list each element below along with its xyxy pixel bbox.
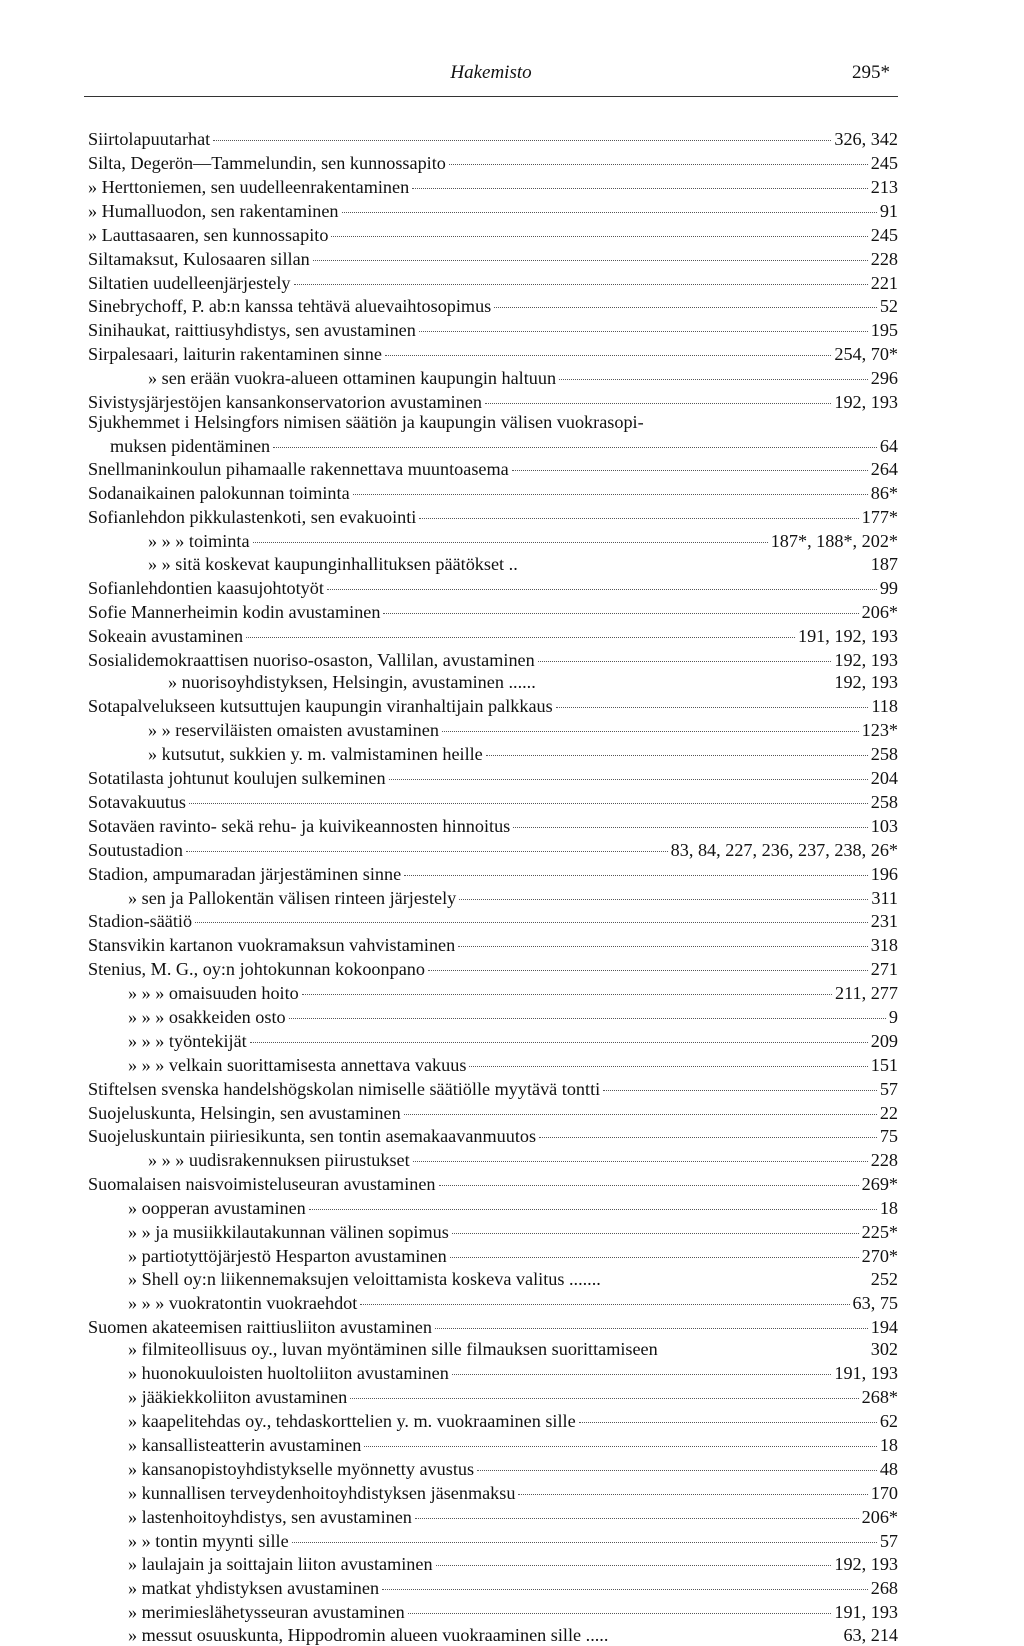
entry-pages: 209 bbox=[870, 1030, 898, 1051]
page-header bbox=[84, 62, 898, 97]
dot-leader bbox=[412, 170, 868, 189]
dot-leader bbox=[458, 928, 867, 947]
entry-pages: 228 bbox=[870, 1150, 898, 1171]
entry-pages: 195 bbox=[870, 320, 898, 341]
entry-pages: 196 bbox=[870, 863, 898, 884]
entry-pages: 231 bbox=[870, 911, 898, 932]
dot-leader bbox=[579, 1404, 877, 1423]
dot-leader bbox=[513, 809, 867, 828]
entry-text: » jääkiekkoliiton avustaminen bbox=[128, 1387, 348, 1408]
dot-leader bbox=[342, 194, 877, 213]
entry-pages: 151 bbox=[870, 1054, 898, 1075]
entry-pages: 206* bbox=[861, 1506, 898, 1527]
entry-text: » lastenhoitoyhdistys, sen avustaminen bbox=[128, 1506, 412, 1527]
entry-text: » » » uudisrakennuksen piirustukset bbox=[148, 1150, 410, 1171]
entry-text: Snellmaninkoulun pihamaalle rakennettava muuntoasema bbox=[88, 459, 509, 480]
dot-leader bbox=[415, 1499, 859, 1518]
entry-text: Suojeluskunta, Helsingin, sen avustaminen bbox=[88, 1102, 401, 1123]
entry-pages: 75 bbox=[879, 1126, 898, 1147]
dot-leader bbox=[419, 313, 868, 332]
entry-text: » » reserviläisten omaisten avustaminen bbox=[148, 720, 439, 741]
dot-leader bbox=[186, 833, 668, 852]
entry-text: Sivistysjärjestöjen kansankonservatorion avustaminen bbox=[88, 391, 482, 412]
entry-pages: 191, 192, 193 bbox=[797, 625, 898, 646]
dot-leader bbox=[604, 1267, 868, 1285]
dot-leader bbox=[611, 1623, 840, 1641]
entry-text: » oopperan avustaminen bbox=[128, 1198, 306, 1219]
dot-leader bbox=[292, 1523, 877, 1542]
dot-leader bbox=[450, 1239, 859, 1258]
entry-pages: 194 bbox=[870, 1316, 898, 1337]
entry-text: Sotaväen ravinto- sekä rehu- ja kuivikeannosten hinnoitus bbox=[88, 815, 511, 836]
entry-pages: 64 bbox=[879, 435, 898, 456]
dot-leader bbox=[385, 337, 831, 356]
entry-pages: 318 bbox=[870, 935, 898, 956]
dot-leader bbox=[331, 218, 867, 237]
dot-leader bbox=[350, 1380, 858, 1399]
entry-pages: 48 bbox=[879, 1458, 898, 1479]
index-entry bbox=[88, 528, 898, 552]
dot-leader bbox=[435, 1309, 868, 1328]
page-title: Hakemisto bbox=[450, 62, 532, 83]
dot-leader bbox=[195, 904, 868, 923]
index-entry bbox=[88, 1243, 898, 1267]
entry-text: » kutsutut, sukkien y. m. valmistaminen heille bbox=[148, 744, 483, 765]
dot-leader bbox=[518, 1476, 867, 1495]
entry-text: » merimieslähetysseuran avustaminen bbox=[128, 1602, 405, 1623]
entry-pages: 9 bbox=[888, 1006, 898, 1027]
entry-text: Stansvikin kartanon vuokramaksun vahvistaminen bbox=[88, 935, 456, 956]
entry-text: Sokeain avustaminen bbox=[88, 625, 244, 646]
index-entry bbox=[88, 646, 898, 670]
entry-text: » Lauttasaaren, sen kunnossapito bbox=[88, 224, 329, 245]
dot-leader bbox=[294, 265, 868, 284]
entry-pages: 52 bbox=[879, 296, 898, 317]
entry-pages: 254, 70* bbox=[834, 344, 898, 365]
index-entry bbox=[88, 413, 898, 457]
entry-text: Silta, Degerön—Tammelundin, sen kunnossapito bbox=[88, 153, 446, 174]
dot-leader bbox=[556, 689, 869, 708]
dot-leader bbox=[408, 1595, 832, 1614]
dot-leader bbox=[512, 452, 868, 471]
entry-pages: 245 bbox=[870, 224, 898, 245]
dot-leader bbox=[189, 785, 868, 804]
dot-leader bbox=[459, 880, 868, 899]
entry-pages: 211, 277 bbox=[835, 983, 898, 1004]
entry-text: Sotatilasta johtunut koulujen sulkeminen bbox=[88, 768, 386, 789]
dot-leader bbox=[404, 1095, 877, 1114]
entry-text: Stenius, M. G., oy:n johtokunnan kokoonpano bbox=[88, 959, 425, 980]
entry-pages: 206* bbox=[861, 601, 898, 622]
entry-pages: 326, 342 bbox=[834, 129, 898, 150]
dot-leader bbox=[521, 552, 868, 570]
entry-text: » huonokuuloisten huoltoliiton avustaminen bbox=[128, 1363, 449, 1384]
entry-pages: 268 bbox=[870, 1578, 898, 1599]
dot-leader bbox=[449, 146, 868, 165]
dot-leader bbox=[439, 1167, 859, 1186]
entry-pages: 118 bbox=[871, 696, 898, 717]
entry-text: » kunnallisen terveydenhoitoyhdistyksen jäsenmaksu bbox=[128, 1482, 516, 1503]
dot-leader bbox=[327, 571, 877, 590]
entry-pages: 271 bbox=[870, 959, 898, 980]
entry-text: » sen ja Pallokentän välisen rinteen järjestely bbox=[128, 887, 457, 908]
dot-leader bbox=[413, 1143, 868, 1162]
dot-leader bbox=[302, 976, 832, 995]
dot-leader bbox=[309, 1191, 877, 1210]
entry-text: Sinihaukat, raittiusyhdistys, sen avustaminen bbox=[88, 320, 416, 341]
dot-leader bbox=[442, 713, 859, 732]
entry-text: » matkat yhdistyksen avustaminen bbox=[128, 1578, 380, 1599]
dot-leader bbox=[246, 619, 795, 638]
entry-pages: 91 bbox=[879, 200, 898, 221]
entry-pages: 187*, 188*, 202* bbox=[770, 531, 898, 552]
entry-text: » nuorisoyhdistyksen, Helsingin, avustaminen ...... bbox=[168, 672, 536, 693]
entry-pages: 270* bbox=[861, 1245, 898, 1266]
entry-pages: 302 bbox=[870, 1339, 898, 1360]
entry-text: Suomalaisen naisvoimisteluseuran avustaminen bbox=[88, 1174, 436, 1195]
dot-leader bbox=[383, 595, 858, 614]
dot-leader bbox=[486, 737, 868, 756]
entry-text: » » ja musiikkilautakunnan välinen sopimus bbox=[128, 1221, 449, 1242]
entry-text: » messut osuuskunta, Hippodromin alueen vuokraaminen sille ..... bbox=[128, 1625, 609, 1646]
page-number: 295* bbox=[852, 62, 890, 83]
entry-pages: 221 bbox=[870, 272, 898, 293]
entry-text: Suomen akateemisen raittiusliiton avustaminen bbox=[88, 1316, 432, 1337]
entry-pages: 83, 84, 227, 236, 237, 238, 26* bbox=[670, 839, 898, 860]
entry-pages: 252 bbox=[870, 1268, 898, 1289]
dot-leader bbox=[485, 385, 831, 404]
entry-pages: 264 bbox=[870, 459, 898, 480]
dot-leader bbox=[428, 952, 868, 971]
entry-text: » » » velkain suorittamisesta annettava vakuus bbox=[128, 1054, 467, 1075]
entry-pages: 22 bbox=[879, 1102, 898, 1123]
entry-pages: 103 bbox=[870, 815, 898, 836]
entry-pages: 187 bbox=[870, 554, 898, 575]
entry-pages: 18 bbox=[879, 1198, 898, 1219]
entry-pages: 311 bbox=[871, 887, 898, 908]
entry-pages: 296 bbox=[870, 368, 898, 389]
entry-pages: 268* bbox=[861, 1387, 898, 1408]
entry-text: Sofianlehdontien kaasujohtotyöt bbox=[88, 577, 324, 598]
entry-pages: 228 bbox=[870, 248, 898, 269]
entry-text: Sodanaikainen palokunnan toiminta bbox=[88, 483, 350, 504]
dot-leader bbox=[382, 1571, 868, 1590]
entry-text: » » » osakkeiden osto bbox=[128, 1006, 286, 1027]
entry-continuation: muksen pidentäminen bbox=[110, 435, 271, 456]
entry-text: » kansanopistoyhdistykselle myönnetty avustus bbox=[128, 1458, 475, 1479]
entry-text: Siltatien uudelleenjärjestely bbox=[88, 272, 291, 293]
index-entry bbox=[88, 1623, 898, 1646]
entry-text: » Herttoniemen, sen uudelleenrakentaminen bbox=[88, 176, 410, 197]
entry-text: Sotavakuutus bbox=[88, 791, 187, 812]
entry-pages: 192, 193 bbox=[834, 391, 898, 412]
entry-pages: 258 bbox=[870, 791, 898, 812]
entry-text: » » » omaisuuden hoito bbox=[128, 983, 299, 1004]
entry-text: Sjukhemmet i Helsingfors nimisen säätiön ja kaupungin välisen vuokrasopi- bbox=[88, 411, 644, 432]
entry-pages: 63, 214 bbox=[843, 1625, 898, 1646]
entry-pages: 192, 193 bbox=[834, 1554, 898, 1575]
entry-text: Soutustadion bbox=[88, 839, 183, 860]
entry-text: Stadion, ampumaradan järjestäminen sinne bbox=[88, 863, 402, 884]
index-entries bbox=[88, 126, 898, 1646]
entry-pages: 86* bbox=[870, 483, 898, 504]
entry-pages: 258 bbox=[870, 744, 898, 765]
index-entry bbox=[88, 1599, 898, 1623]
dot-leader bbox=[436, 1547, 832, 1566]
entry-pages: 62 bbox=[879, 1411, 898, 1432]
entry-text: » » sitä koskevat kaupunginhallituksen päätökset .. bbox=[148, 554, 518, 575]
entry-pages: 245 bbox=[870, 153, 898, 174]
entry-text: » partiotyttöjärjestö Hesparton avustaminen bbox=[128, 1245, 447, 1266]
index-entry bbox=[88, 1313, 898, 1337]
dot-leader bbox=[661, 1337, 868, 1355]
entry-pages: 57 bbox=[879, 1078, 898, 1099]
entry-text: » kaapelitehdas oy., tehdaskorttelien y. m. vuokraaminen sille bbox=[128, 1411, 576, 1432]
dot-leader bbox=[360, 1285, 849, 1304]
entry-text: » » tontin myynti sille bbox=[128, 1530, 289, 1551]
entry-pages: 213 bbox=[870, 176, 898, 197]
entry-text: Siltamaksut, Kulosaaren sillan bbox=[88, 248, 310, 269]
dot-leader bbox=[289, 1000, 886, 1019]
dot-leader bbox=[389, 761, 868, 780]
entry-pages: 18 bbox=[879, 1434, 898, 1455]
dot-leader bbox=[559, 361, 868, 380]
dot-leader bbox=[469, 1048, 867, 1067]
entry-text: » Shell oy:n liikennemaksujen veloittamista koskeva valitus ....... bbox=[128, 1268, 601, 1289]
entry-text: Sotapalvelukseen kutsuttujen kaupungin viranhaltijain palkkaus bbox=[88, 696, 553, 717]
dot-leader bbox=[603, 1071, 877, 1090]
dot-leader bbox=[253, 524, 768, 543]
entry-text: » » » toiminta bbox=[148, 531, 250, 552]
entry-text: » filmiteollisuus oy., luvan myöntäminen sille filmauksen suorittamiseen bbox=[128, 1339, 658, 1360]
dot-leader bbox=[452, 1215, 859, 1234]
entry-text: Suojeluskuntain piiriesikunta, sen tontin asemakaavanmuutos bbox=[88, 1126, 537, 1147]
entry-pages: 269* bbox=[861, 1174, 898, 1195]
entry-text: Sinebrychoff, P. ab:n kanssa tehtävä aluevaihtosopimus bbox=[88, 296, 492, 317]
dot-leader bbox=[539, 670, 832, 688]
dot-leader bbox=[273, 428, 877, 447]
entry-pages: 177* bbox=[861, 507, 898, 528]
dot-leader bbox=[477, 1452, 877, 1471]
entry-text: » kansallisteatterin avustaminen bbox=[128, 1434, 362, 1455]
entry-pages: 192, 193 bbox=[834, 649, 898, 670]
dot-leader bbox=[213, 122, 831, 141]
entry-pages: 225* bbox=[861, 1221, 898, 1242]
entry-text: Sirpalesaari, laiturin rakentaminen sinne bbox=[88, 344, 382, 365]
dot-leader bbox=[353, 476, 868, 495]
dot-leader bbox=[538, 642, 832, 661]
entry-text: Stiftelsen svenska handelshögskolan nimiselle säätiölle myytävä tontti bbox=[88, 1078, 601, 1099]
entry-pages: 204 bbox=[870, 768, 898, 789]
dot-leader bbox=[404, 856, 868, 875]
dot-leader bbox=[419, 500, 858, 519]
dot-leader bbox=[452, 1356, 832, 1375]
entry-text: Sofie Mannerheimin kodin avustaminen bbox=[88, 601, 381, 622]
entry-pages: 99 bbox=[879, 577, 898, 598]
entry-pages: 170 bbox=[870, 1482, 898, 1503]
dot-leader bbox=[250, 1024, 868, 1043]
entry-text: » Humalluodon, sen rakentaminen bbox=[88, 200, 339, 221]
entry-pages: 191, 193 bbox=[834, 1363, 898, 1384]
entry-pages: 57 bbox=[879, 1530, 898, 1551]
entry-text: » laulajain ja soittajain liiton avustaminen bbox=[128, 1554, 433, 1575]
entry-text: Stadion-säätiö bbox=[88, 911, 193, 932]
entry-pages: 191, 193 bbox=[834, 1602, 898, 1623]
entry-pages: 123* bbox=[861, 720, 898, 741]
entry-pages: 63, 75 bbox=[852, 1292, 898, 1313]
entry-text: Sofianlehdon pikkulastenkoti, sen evakuointi bbox=[88, 507, 417, 528]
dot-leader bbox=[494, 289, 877, 308]
dot-leader bbox=[313, 241, 868, 260]
entry-text: Siirtolapuutarhat bbox=[88, 129, 211, 150]
entry-text: Sosialidemokraattisen nuoriso-osaston, Vallilan, avustaminen bbox=[88, 649, 535, 670]
entry-text: » » » työntekijät bbox=[128, 1030, 247, 1051]
entry-pages: 192, 193 bbox=[834, 672, 898, 693]
entry-text: » sen erään vuokra-alueen ottaminen kaupungin haltuun bbox=[148, 368, 557, 389]
dot-leader bbox=[364, 1428, 876, 1447]
dot-leader bbox=[539, 1119, 877, 1138]
entry-text: » » » vuokratontin vuokraehdot bbox=[128, 1292, 358, 1313]
index-entry bbox=[88, 389, 898, 413]
